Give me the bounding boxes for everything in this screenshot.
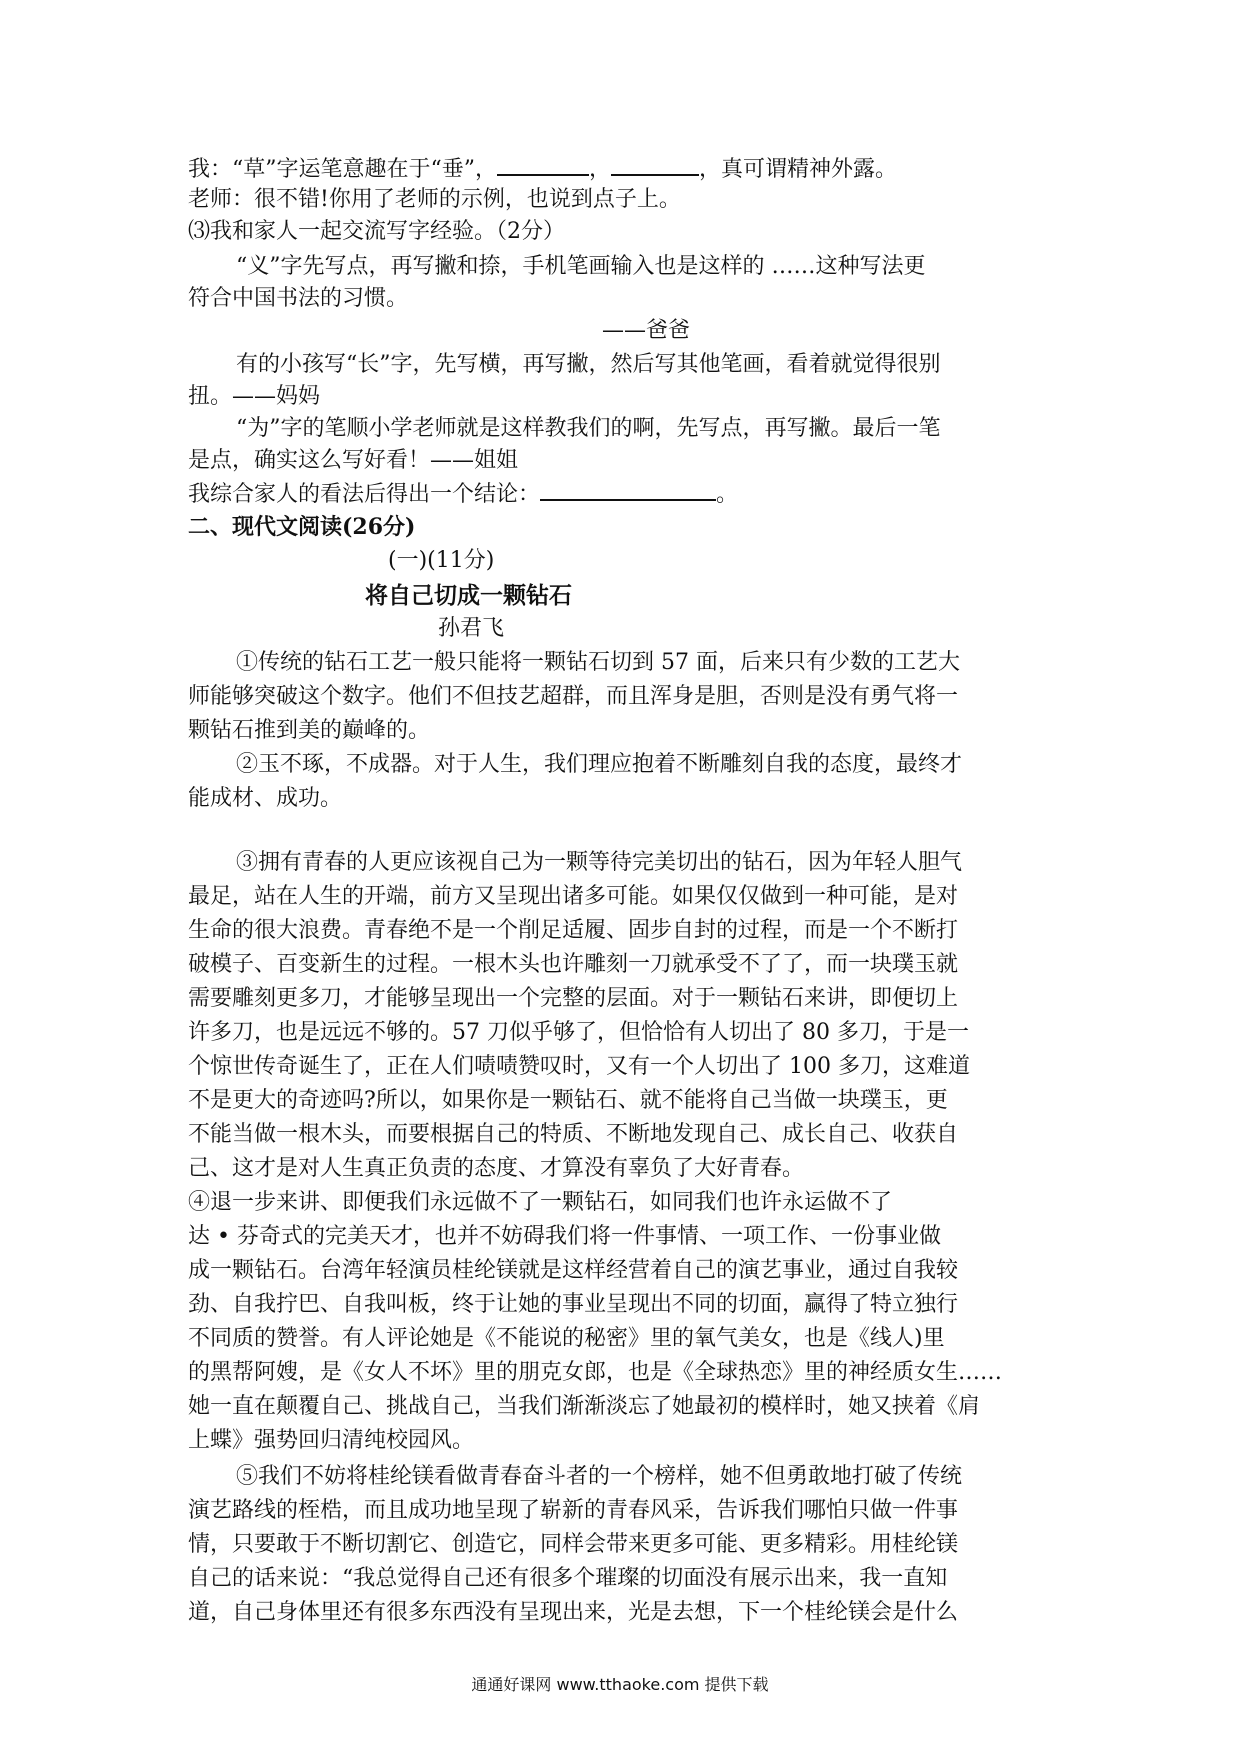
paragraph-line: 最足，站在人生的开端，前方又呈现出诸多可能。如果仅仅做到一种可能，是对 <box>188 884 959 909</box>
paragraph-line: 演艺路线的桎梏，而且成功地呈现了崭新的青春风采，告诉我们哪怕只做一件事 <box>188 1498 959 1523</box>
paragraph-line: 达 • 芬奇式的完美天才，也并不妨碍我们将一件事情、一项工作、一份事业做 <box>188 1224 941 1249</box>
dad-quote-line-1: “义”字先写点，再写撇和捺，手机笔画输入也是这样的 ……这种写法更 <box>236 254 926 279</box>
paragraph-line: 自己的话来说：“我总觉得自己还有很多个璀璨的切面没有展示出来，我一直知 <box>188 1566 948 1591</box>
paragraph-line: ③拥有青春的人更应该视自己为一颗等待完美切出的钻石，因为年轻人胆气 <box>236 850 963 875</box>
paragraph-line: 不同质的赞誉。有人评论她是《不能说的秘密》里的氧气美女，也是《线人)里 <box>188 1326 945 1351</box>
dialogue-teacher-line: 老师：很不错!你用了老师的示例，也说到点子上。 <box>188 187 681 212</box>
paragraph-line: ①传统的钻石工艺一般只能将一颗钻石切到 57 面，后来只有少数的工艺大 <box>236 650 960 675</box>
answer-blank-2 <box>611 152 699 176</box>
article-title: 将自己切成一颗钻石 <box>365 582 572 609</box>
paragraph-line: ②玉不琢，不成器。对于人生，我们理应抱着不断雕刻自我的态度，最终才 <box>236 752 963 777</box>
paragraph-line: 颗钻石推到美的巅峰的。 <box>188 718 431 743</box>
question-3-heading: ⑶我和家人一起交流写字经验。（2分） <box>188 219 565 244</box>
paragraph-line: 她一直在颠覆自己、挑战自己，当我们渐渐淡忘了她最初的模样时，她又挟着《肩 <box>188 1394 981 1419</box>
paragraph-line: 不是更大的奇迹吗?所以，如果你是一颗钻石、就不能将自己当做一块璞玉，更 <box>188 1088 948 1113</box>
paragraph-line: 许多刀，也是远远不够的。57 刀似乎够了，但恰恰有人切出了 80 多刀，于是一 <box>188 1020 969 1045</box>
paragraph-line: 能成材、成功。 <box>188 786 343 811</box>
paragraph-line: 成一颗钻石。台湾年轻演员桂纶镁就是这样经营着自己的演艺事业，通过自我较 <box>188 1258 959 1283</box>
dad-quote-line-2: 符合中国书法的习惯。 <box>188 286 409 311</box>
separator-comma: ， <box>589 157 612 182</box>
paragraph-line: 上蝶》强势回归清纯校园风。 <box>188 1428 475 1453</box>
paragraph-line: 生命的很大浪费。青春绝不是一个削足适履、固步自封的过程，而是一个不断打 <box>188 918 959 943</box>
page-footer: 通通好课网 www.tthaoke.com 提供下载 <box>471 1675 769 1694</box>
dialogue-me-line <box>188 152 897 186</box>
paragraph-line: 劲、自我拧巴、自我叫板，终于让她的事业呈现出不同的切面，赢得了特立独行 <box>188 1292 959 1317</box>
paragraph-line: 个惊世传奇诞生了，正在人们啧啧赞叹时，又有一个人切出了 100 多刀，这难道 <box>188 1054 970 1079</box>
paragraph-line: 破模子、百变新生的过程。一根木头也许雕刻一刀就承受不了了，而一块璞玉就 <box>188 952 959 977</box>
paragraph-line: 情，只要敢于不断切割它、创造它，同样会带来更多可能、更多精彩。用桂纶镁 <box>188 1532 959 1557</box>
paragraph-line: ④退一步来讲、即便我们永远做不了一颗钻石，如同我们也许永运做不了 <box>188 1190 893 1215</box>
dialogue-me-ending: ，真可谓精神外露。 <box>699 157 898 182</box>
paragraph-line: 师能够突破这个数字。他们不但技艺超群，而且浑身是胆，否则是没有勇气将一 <box>188 684 959 709</box>
paragraph-line: 己、这才是对人生真正负责的态度、才算没有辜负了大好青春。 <box>188 1156 805 1181</box>
dad-signature: ——爸爸 <box>602 318 691 343</box>
mom-quote-line-1: 有的小孩写“长”字，先写横，再写撇，然后写其他笔画，看着就觉得很别 <box>236 352 941 377</box>
conclusion-period: 。 <box>716 482 739 507</box>
paragraph-line: ⑤我们不妨将桂纶镁看做青春奋斗者的一个榜样，她不但勇敢地打破了传统 <box>236 1464 963 1489</box>
dialogue-me-text: 我：“草”字运笔意趣在于“垂”， <box>188 157 497 182</box>
section-2-heading: 二、现代文阅读(26分) <box>188 514 416 540</box>
conclusion-line <box>188 477 738 511</box>
answer-blank-1 <box>497 152 589 176</box>
section-2-sub-heading: (一)(11分) <box>388 548 495 573</box>
paragraph-line: 道，自己身体里还有很多东西没有呈现出来，光是去想，下一个桂纶镁会是什么 <box>188 1600 959 1625</box>
conclusion-text: 我综合家人的看法后得出一个结论： <box>188 482 541 507</box>
paragraph-line: 的黑帮阿嫂，是《女人不坏》里的朋克女郎，也是《全球热恋》里的神经质女生…… <box>188 1360 1003 1385</box>
article-author: 孙君飞 <box>438 616 505 641</box>
paragraph-line: 不能当做一根木头，而要根据自己的特质、不断地发现自己、成长自己、收获自 <box>188 1122 959 1147</box>
conclusion-blank <box>540 477 716 501</box>
sister-quote-line-1: “为”字的笔顺小学老师就是这样教我们的啊，先写点，再写撇。最后一笔 <box>236 416 941 441</box>
sister-quote-line-2: 是点，确实这么写好看！——姐姐 <box>188 448 519 473</box>
paragraph-line: 需要雕刻更多刀，才能够呈现出一个完整的层面。对于一颗钻石来讲，即便切上 <box>188 986 959 1011</box>
mom-quote-line-2: 扭。——妈妈 <box>188 384 321 409</box>
